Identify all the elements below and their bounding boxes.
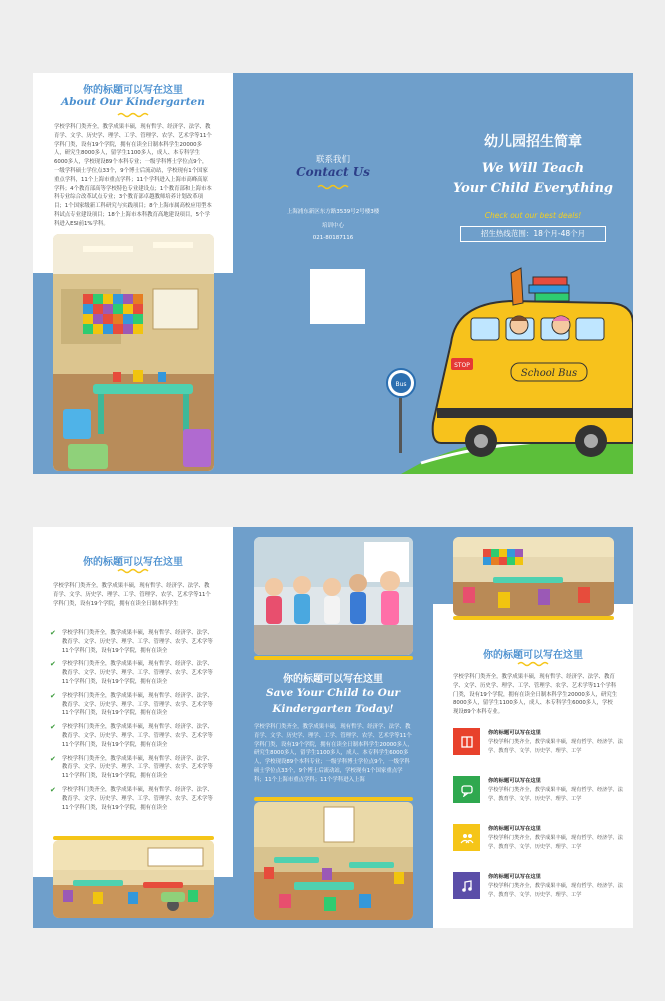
tagline-line-2: Your Child Everything — [452, 181, 613, 196]
feature-item — [453, 728, 623, 755]
list-item — [50, 723, 213, 749]
photo-accent-bar — [254, 656, 413, 660]
inner-left-panel — [33, 527, 233, 928]
classroom-illustration — [53, 234, 214, 471]
squiggle-divider — [517, 661, 549, 667]
contact-address: 上海浦东新区东方路3539号2号楼3楼 — [286, 209, 380, 215]
squiggle-divider — [117, 568, 149, 574]
brochure-inner-sheet — [33, 527, 633, 928]
feature-item — [453, 872, 623, 899]
feature-title: 你的标题可以写在这里 — [488, 778, 541, 784]
list-item-text: 学校学科门类齐全，教学成果丰硕，现有哲学、经济学、法学、教育学、文学、历史学、理学、工学、管理学、农学、艺术学等11个学科门类，设有19个学院，拥有在读全 — [61, 630, 213, 654]
book-icon — [453, 728, 480, 755]
feature-title: 你的标题可以写在这里 — [488, 874, 541, 880]
list-item-text: 学校学科门类齐全，教学成果丰硕，现有哲学、经济学、法学、教育学、文学、历史学、理学、工学、管理学、农学、艺术学等11个学科门类，设有19个学院，拥有在读全 — [61, 692, 213, 717]
check-icon: ✔ — [50, 785, 56, 794]
classroom-illustration-3 — [453, 537, 614, 616]
feature-body: 学校学科门类齐全，教学成果丰硕，现有哲学、经济学、法学、教育学、文学、历史学、理学、工学 — [488, 835, 623, 850]
people-icon — [453, 824, 480, 851]
feature-body: 学校学科门类齐全，教学成果丰硕，现有哲学、经济学、法学、教育学、文学、历史学、理学、工学 — [488, 739, 623, 754]
check-icon: ✔ — [50, 660, 56, 669]
school-bus-illustration — [361, 263, 633, 474]
inner-middle-title-en-2: Kindergarten Today! — [272, 703, 394, 715]
children-illustration — [254, 537, 413, 655]
inner-right-body: 学校学科门类齐全，教学成果丰硕，现有哲学、经济学、法学、教育学、文学、历史学、理学、工学、管理学、农学、艺术学等11个学科门类，设有19个学院，拥有在读全日制本科学生20000多人，研究生8000多人，留学生1100多人，成人、本专科学生6000多人，学校现设89个本科专业。 — [453, 674, 618, 716]
playroom-illustration — [53, 840, 214, 918]
bus-stop-sign: Bus — [395, 381, 407, 388]
photo-accent-bar — [453, 616, 614, 620]
outer-left-title-cn: 你的标题可以写在这里 — [83, 85, 183, 96]
squiggle-divider — [117, 112, 149, 118]
playroom-photo — [53, 840, 214, 918]
list-item — [50, 755, 213, 781]
inner-middle-body: 学校学科门类齐全，教学成果丰硕，现有哲学、经济学、法学、教育学、文学、历史学、理学、工学、管理学、农学、艺术学等11个学科门类，设有19个学院，拥有在读全日制本科学生20000多人，研究生8000多人，留学生1100多人，成人、本专科学生6000多人，学校现设89个本科专业；一级学科博士学位点9个，一级学科硕士学位点33个，9个博士后流动站，学校现有1个国家重点学科；11个上海市重点学科；11个学科进入上海 — [254, 724, 413, 783]
list-item-text: 学校学科门类齐全，教学成果丰硕，现有哲学、经济学、法学、教育学、文学、历史学、理学、工学、管理学、农学、艺术学等11个学科门类，设有19个学院，拥有在读全 — [61, 786, 213, 811]
check-list — [50, 629, 213, 817]
list-item — [50, 629, 213, 655]
classroom-photo — [53, 234, 214, 471]
feature-body: 学校学科门类齐全，教学成果丰硕，现有哲学、经济学、法学、教育学、文学、历史学、理学、工学 — [488, 787, 623, 802]
outer-left-panel — [33, 73, 233, 474]
inner-right-panel — [433, 527, 633, 928]
children-photo — [254, 537, 413, 655]
outer-left-body: 学校学科门类齐全，教学成果丰硕，现有哲学、经济学、法学、教育学、文学、历史学、理学、工学、管理学、农学、艺术学等11个学科门类，设有19个学院，拥有在读全日制本科学生20000多人，研究生8000多人，留学生1100多人，成人、本专科学生6000多人，学校现设89个本科专业；一级学科博士学位点9个，一级学科硕士学位点33个，9个博士后流动站，学校现有1个国家重点学科，11个上海市重点学科；11个学科进入上海市高峰高原学科；4个教育部高等学校特色专业建设点；1个教育部和上海市本科专业综合改革试点专业；3个教育部卓越教师培养计划改革项目；1个国家级新工科研究与实践项目；8个上海市属高校应用型本科试点专业建设项目；18个上海市本科教育高地建设项目，5个学科进入ESI前1%学科。 — [54, 124, 212, 227]
photo-accent-bar — [254, 797, 413, 801]
contact-phone: 021-80187116 — [312, 235, 354, 241]
contact-title-cn: 联系我们 — [315, 155, 350, 165]
inner-left-title-cn: 你的标题可以写在这里 — [83, 557, 183, 568]
outer-right-panel — [395, 73, 633, 474]
check-icon: ✔ — [50, 629, 56, 637]
check-icon: ✔ — [50, 691, 56, 700]
list-item — [50, 786, 213, 812]
contact-org: 培训中心 — [321, 223, 344, 229]
stop-sign-label: STOP — [454, 362, 470, 369]
brochure-outer-sheet — [33, 73, 633, 474]
hotline-badge: 招生热线范围：18个月-48个月 — [460, 226, 606, 242]
deals-text: Check out our best deals! — [484, 211, 582, 220]
check-icon: ✔ — [50, 754, 56, 763]
classroom-photo-2 — [254, 802, 413, 920]
list-item — [50, 692, 213, 718]
feature-item — [453, 824, 623, 851]
feature-body: 学校学科门类齐全，教学成果丰硕，现有哲学、经济学、法学、教育学、文学、历史学、理学、工学 — [488, 883, 623, 898]
check-icon: ✔ — [50, 723, 56, 732]
classroom-photo-3 — [453, 537, 614, 616]
outer-left-title-en: About Our Kindergarten — [61, 96, 205, 108]
classroom-illustration-2 — [254, 802, 413, 920]
feature-title: 你的标题可以写在这里 — [488, 730, 541, 736]
list-item-text: 学校学科门类齐全，教学成果丰硕，现有哲学、经济学、法学、教育学、文学、历史学、理学、工学、管理学、农学、艺术学等11个学科门类，设有19个学院，拥有在读全 — [61, 755, 213, 780]
list-item — [50, 660, 213, 686]
chat-icon — [453, 776, 480, 803]
qr-code-placeholder — [310, 269, 365, 324]
feature-title: 你的标题可以写在这里 — [488, 826, 541, 832]
inner-middle-panel — [233, 527, 433, 928]
tagline-line-1: We Will Teach — [481, 161, 585, 176]
contact-title-en: Contact Us — [296, 165, 370, 179]
squiggle-divider — [317, 184, 349, 190]
feature-item — [453, 776, 623, 803]
list-item-text: 学校学科门类齐全，教学成果丰硕，现有哲学、经济学、法学、教育学、文学、历史学、理学、工学、管理学、农学、艺术学等11个学科门类，设有19个学院，拥有在读全 — [61, 661, 213, 685]
music-icon — [453, 872, 480, 899]
inner-right-title-cn: 你的标题可以写在这里 — [483, 650, 583, 661]
list-item-text: 学校学科门类齐全，教学成果丰硕，现有哲学、经济学、法学、教育学、文学、历史学、理学、工学、管理学、农学、艺术学等11个学科门类，设有19个学院，拥有在读全 — [61, 724, 213, 748]
bus-label: School Bus — [520, 368, 578, 379]
brochure-title: 幼儿园招生简章 — [484, 134, 582, 150]
inner-middle-title-cn: 你的标题可以写在这里 — [283, 674, 383, 685]
inner-middle-title-en-1: Save Your Child to Our — [265, 687, 401, 699]
inner-left-intro: 学校学科门类齐全，教学成果丰硕，现有哲学、经济学、法学、教育学、文学、历史学、理学、工学、管理学、农学、艺术学等11个学科门类，设有19个学院，拥有在读全日制本科学生 — [53, 583, 211, 607]
